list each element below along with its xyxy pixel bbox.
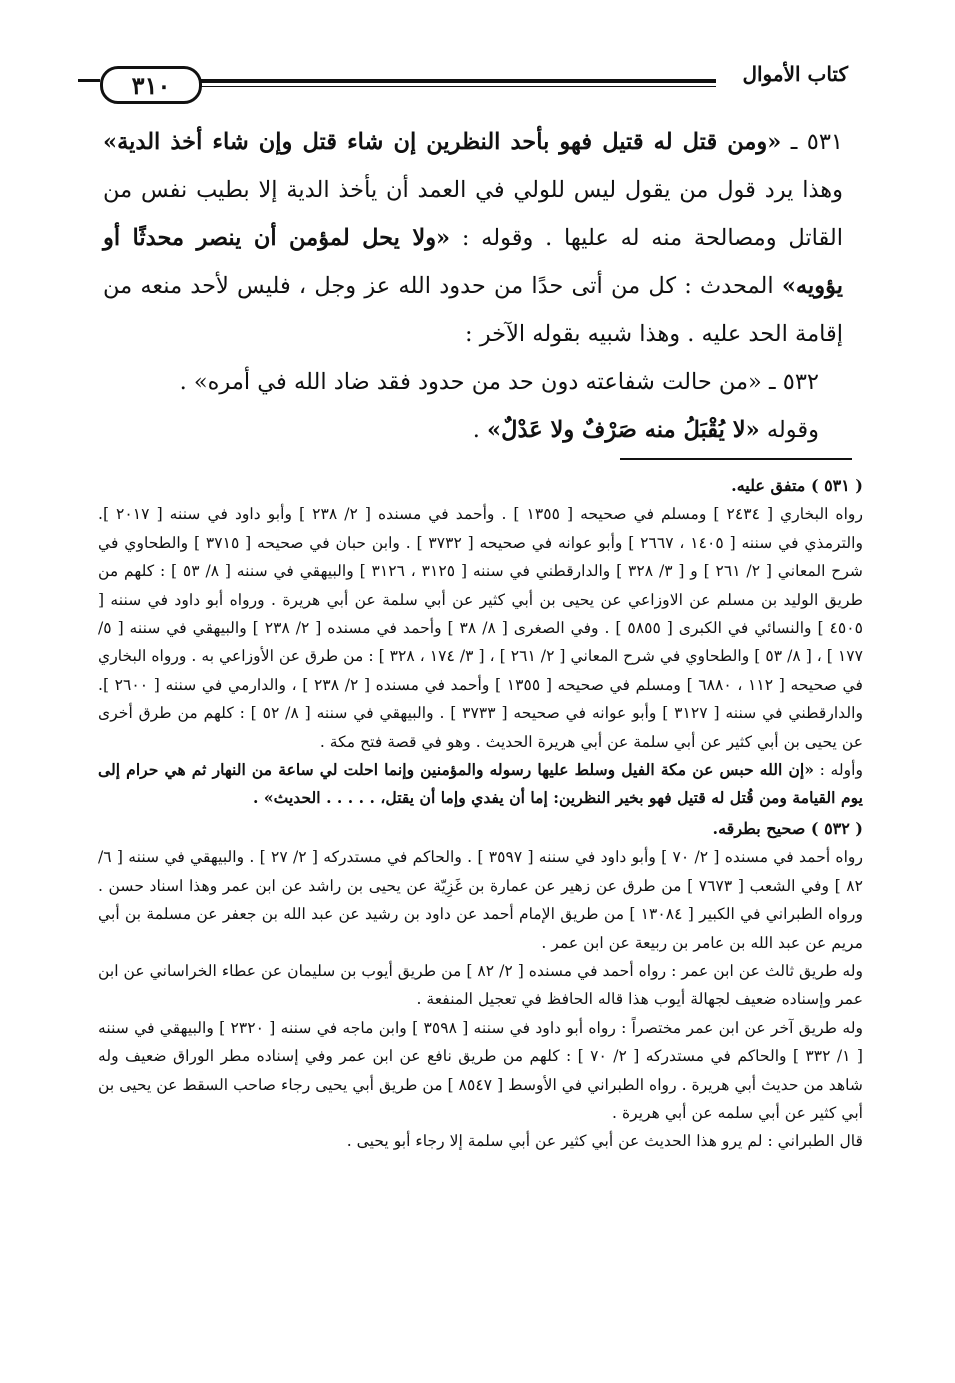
footnote-divider [620, 458, 852, 460]
footnote-532-body-4: قال الطبراني : لم يرو هذا الحديث عن أبي كثير عن أبي سلمة إلا رجاء أبو يحيى . [346, 1132, 863, 1151]
footnote-532-heading: ( ٥٣٢ ) صحيح بطرقه. [712, 818, 863, 838]
hadith-number-532: ٥٣٢ ـ [768, 369, 819, 395]
footnote-532-body-2: وله طريق ثالث عن ابن عمر : رواه أحمد في مسنده [ ٢/ ٨٢ ] من طريق أيوب بن سليمان عن عطاء الخراساني عن ابن عمر وإسناده ضعيف لجهالة أيوب هذا قاله الحافظ في تعجيل المنفعة . [98, 961, 863, 1009]
footnote-532-body-3: وله طريق آخر عن ابن عمر مختصراً : رواه أبو داود في سننه [ ٣٥٩٨ ] وابن ماجه في سننه [ ٢٣٢٠ ] والبيهقي في سننه [ ١/ ٣٣٢ ] والحاكم في مستدركه [ ٢/ ٧٠ ] : كلهم من طريق نافع عن ابن عمر وفي إسناده مطر الوراق ضعيف وله شاهد من حديث أبي هريرة . رواه الطبراني في الأوسط [ ٨٥٤٧ ] من طريق أبي يحيى رجاء صاحب السقط عن يحيى بن أبي كثير عن أبي سلمه عن أبي هريرة . [98, 1018, 863, 1122]
footnote-531-hadith-text: «إن الله حبس عن مكة الفيل وسلط عليها رسوله والمؤمنين وإنما احلت لي ساعة من النهار ثم هي حرام إلى يوم القيامة ومن قُتل له قتيل فهو بخير النظرين: إما أن يفدي وإما أن يقتل، . . . . . الحديث» . [98, 760, 863, 808]
footnotes [98, 472, 863, 1156]
page-number: ٣١٠ [100, 66, 202, 104]
footnote-531-hadith-intro: وأوله : [814, 761, 863, 780]
header-rule-end [78, 79, 100, 82]
header-rule [198, 79, 716, 83]
commentary-531-b: المحدث : كل من أتى حدًا من حدود الله عز وجل ، فليس لأحد منعه من إقامة الحد عليه . وهذا شبيه بقوله الآخر : [103, 273, 843, 347]
book-title: كتاب الأموال [742, 62, 848, 86]
hadith-number-531: ٥٣١ ـ [790, 129, 844, 155]
main-text [103, 118, 863, 454]
quote-sarf-adl: «لا يُقْبَلُ منه صَرْفٌ ولا عَدْلٌ» [487, 417, 760, 443]
hadith-quote-531: «ومن قتل له قتيل فهو بأحد النظرين إن شاء قتل وإن شاء أخذ الدية» [103, 129, 782, 155]
footnote-531-heading: ( ٥٣١ ) متفق عليه. [731, 476, 863, 495]
page-header [78, 62, 848, 112]
commentary-532b-pre: وقوله [759, 417, 819, 443]
footnote-532-body-1: رواه أحمد في مسنده [ ٢/ ٧٠ ] وأبو داود في سننه [ ٣٥٩٧ ] . والحاكم في مستدركه [ ٢/ ٢٧ ] . والبيهقي في سننه [ ٦/ ٨٢ ] وفي الشعب [ ٧٦٧٣ ] من طرق عن زهير عن عمارة بن غَزِيّة عن يحيى بن راشد عن ابن عمر وهذا اسناد حسن . ورواه الطبراني في الكبير [ ١٣٠٨٤ ] من طريق الإمام أحمد عن داود بن رشيد عن عبد الله بن جعفر عن مسلمة بن أبي مريم عن عبد الله بن عامر بن ربيعة عن ابن عمر . [98, 848, 864, 952]
paragraph-532b [103, 406, 863, 454]
paragraph-532 [103, 358, 863, 406]
commentary-532b-post: . [472, 417, 488, 443]
footnote-531-body: رواه البخاري [ ٢٤٣٤ ] ومسلم في صحيحه [ ١٣٥٥ ] . وأحمد في مسنده [ ٢/ ٢٣٨ ] وأبو داود في سننه [ ٢٠١٧ ]. والترمذي في سننه [ ١٤٠٥ ، ٢٦٦٧ ] وأبو عوانه في صحيحه [ ٣٧٣٢ ] . وابن حبان في صحيحه [ ٣٧١٥ ] والطحاوي في شرح المعاني [ ٢/ ٢٦١ ] و [ ٣/ ٣٢٨ ] والدارقطني في سننه [ ٣١٢٥ ، ٣١٢٦ ] والبيهقي في سننه [ ٨/ ٥٣ ] : كلهم من طريق الوليد بن مسلم عن الاوزاعي عن يحيى بن أبي كثير عن أبي سلمة عن أبي هريرة . ورواه أبو داود في سننه [ ٤٥٠٥ ] والنسائي في الكبرى [ ٥٨٥٥ ] . وفي الصغرى [ ٨/ ٣٨ ] وأحمد في مسنده [ ٢/ ٢٣٨ ] والبيهقي في سننه [ ٥/ ١٧٧ ] ، [ ٨/ ٥٣ ] والطحاوي في شرح المعاني [ ٢/ ٢٦١ ] ، [ ٣/ ١٧٤ ، ٣٢٨ ] : من طرق عن الأوزاعي به . ورواه البخاري في صحيحه [ ١١٢ ، ٦٨٨٠ ] ومسلم في صحيحه [ ١٣٥٥ ] وأحمد في مسنده [ ٢/ ٢٣٨ ] ، والدارمي في سننه [ ٢٦٠٠ ]. والدارقطني في سننه [ ٣١٢٧ ] وأبو عوانه في صحيحه [ ٣٧٣٣ ] . والبيهقي في سننه [ ٨/ ٥٢ ] : كلهم من طرق أخرى عن يحيى بن أبي كثير عن أبي سلمة عن أبي هريرة الحديث . وهو في قصة فتح مكة . [98, 505, 864, 751]
paragraph-531 [103, 118, 863, 358]
hadith-text-532: «من حالت شفاعته دون حد من حدود فقد ضاد الله في أمره» . [179, 369, 762, 395]
commentary-531-a: وهذا يرد قول من يقول ليس للولي في العمد أن يأخذ الدية إلا بطيب نفس من القاتل ومصالحة منه له عليها . وقوله : [103, 177, 843, 251]
quote-muhdith: «ولا يحل لمؤمن أن ينصر محدثًا أو يؤويه» [103, 225, 843, 299]
footnote-531-hadith [98, 756, 863, 813]
